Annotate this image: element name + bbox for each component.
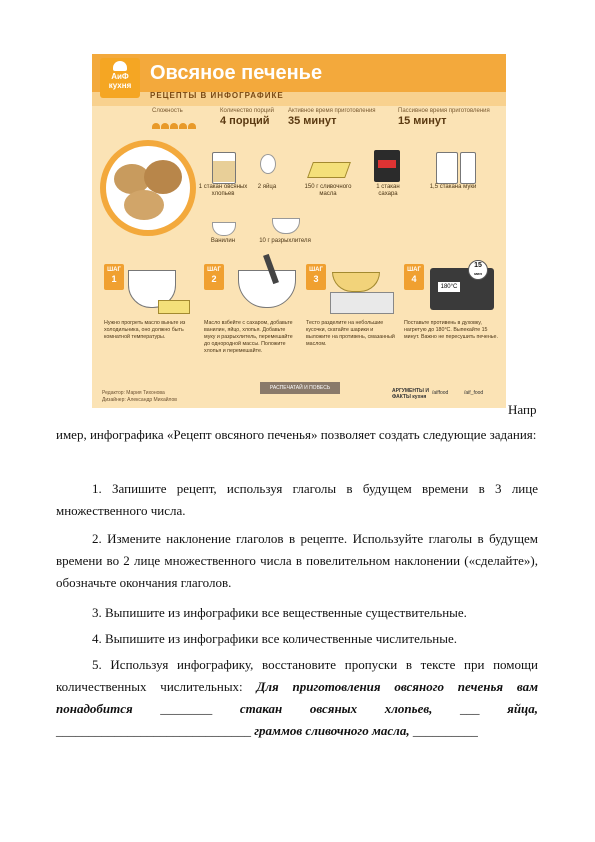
step-1-butter-image xyxy=(158,300,190,314)
ingredient-baking-powder-label: 10 г разрыхлителя xyxy=(259,238,311,244)
task-5 xyxy=(56,654,538,742)
task-5-blank-2: ___ xyxy=(460,701,480,716)
stat-servings-value: 4 порций xyxy=(220,115,270,127)
timer-icon: 15 мин xyxy=(468,260,488,280)
task-2: 2. Измените наклонение глаголов в рецепте. Используйте глаголы в будущем времени во 2 лице множественного числа в повелительном наклонении («сделайте»), обозначьте окончания глаголов. xyxy=(56,531,538,590)
print-button: РАСПЕЧАТАЙ И ПОВЕСЬ xyxy=(260,382,340,394)
vanilla-bowl-icon xyxy=(212,222,236,236)
task-1: 1. Запишите рецепт, используя глаголы в будущем времени в 3 лице множественного числа. xyxy=(56,481,538,518)
step-3-tray-image xyxy=(330,292,394,314)
side-word-start: Напр xyxy=(508,402,537,417)
stat-active-time-label: Активное время приготовления xyxy=(288,108,376,114)
baking-powder-bowl-icon xyxy=(272,218,300,234)
glass-flour-icon xyxy=(436,152,458,184)
stat-difficulty-label: Сложность xyxy=(152,108,183,114)
step-4-badge: ШАГ 4 xyxy=(404,264,424,290)
task-5-blank-4: __________ xyxy=(412,723,478,738)
task-5-text-c: яйца, xyxy=(507,701,539,716)
task-5-blank-3: ______________________________ xyxy=(56,723,251,738)
aif-kitchen-logo: АиФ кухня xyxy=(100,58,140,98)
stat-active-time-value: 35 минут xyxy=(288,115,337,127)
ingredient-oats-label: 1 стакан овсяных хлопьев xyxy=(198,184,248,197)
recipe-infographic xyxy=(92,54,506,408)
ingredient-flour-label: 1,5 стакана муки xyxy=(429,184,477,190)
step-3-badge: ШАГ 3 xyxy=(306,264,326,290)
task-5-blank-1: ________ xyxy=(160,701,213,716)
social-link-2: /aif_food xyxy=(464,390,484,396)
oven-temperature-display: 180°С xyxy=(438,282,460,292)
task-4: 4. Выпишите из инфографики все количественные числительные. xyxy=(92,631,457,646)
task-5-text-d: граммов сливочного масла, xyxy=(254,723,410,738)
butter-icon xyxy=(307,162,351,178)
glass-half-flour-icon xyxy=(460,152,476,184)
step-1-badge: ШАГ 1 xyxy=(104,264,124,290)
cookie-plate-image xyxy=(100,140,196,236)
social-link-1: /aiffood xyxy=(432,390,449,396)
step-3-dough-bowl-image xyxy=(332,272,380,292)
step-3-text: Тесто разделите на небольшие кусочки, скатайте шарики и выложите на противень, смазанный маслом. xyxy=(306,320,395,347)
stat-passive-time-value: 15 минут xyxy=(398,115,447,127)
credits: Редактор: Мария Тихонова Дизайнер: Александр Михайлов xyxy=(102,390,177,403)
ingredient-vanilla-label: Ванилин xyxy=(210,238,236,244)
task-5-text-a: Для приготовления овсяного печенья вам понадобится xyxy=(56,679,538,716)
sugar-bag-icon xyxy=(374,150,400,182)
ingredient-eggs-label: 2 яйца xyxy=(257,184,277,190)
step-2-text: Масло взбейте с сахаром, добавьте ванилин, яйцо, хлопья. Добавьте муку и разрыхлитель, перемешайте до однородной массы. Положите хлопья и перемешайте. xyxy=(204,320,293,354)
step-2-badge: ШАГ 2 xyxy=(204,264,224,290)
infographic-subtitle: РЕЦЕПТЫ В ИНФОГРАФИКЕ xyxy=(150,91,284,100)
egg-icon xyxy=(260,154,276,174)
task-3: 3. Выпишите из инфографики все вещественные существительные. xyxy=(92,605,467,620)
intro-paragraph: имер, инфографика «Рецепт овсяного печенья» позволяет создать следующие задания: xyxy=(56,427,537,442)
step-2-mixing-bowl-image xyxy=(238,270,296,308)
task-5-text-b: стакан овсяных хлопьев, xyxy=(239,701,433,716)
ingredient-sugar-label: 1 стакан сахара xyxy=(376,184,400,197)
infographic-title: Овсяное печенье xyxy=(150,62,323,84)
ingredient-butter-label: 150 г сливочного масла xyxy=(304,184,352,197)
stat-passive-time-label: Пассивное время приготовления xyxy=(398,108,490,114)
glass-oats-icon xyxy=(212,152,236,184)
aif-brand-logo: АРГУМЕНТЫ И ФАКТЫ кухня xyxy=(392,388,429,400)
task-5-prefix: 5. Используя инфографику, восстановите пропуски в тексте при помощи количественных числительных: xyxy=(56,657,538,694)
step-4-text: Поставьте противень в духовку, нагретую до 180°С. Выпекайте 15 минут. Важно не пересушить печенье. xyxy=(404,320,498,340)
stat-servings-label: Количество порций xyxy=(220,108,274,114)
step-1-text: Нужно прогреть масло выньте из холодильника, оно должно быть комнатной температуры. xyxy=(104,320,186,340)
difficulty-rating xyxy=(152,116,196,134)
